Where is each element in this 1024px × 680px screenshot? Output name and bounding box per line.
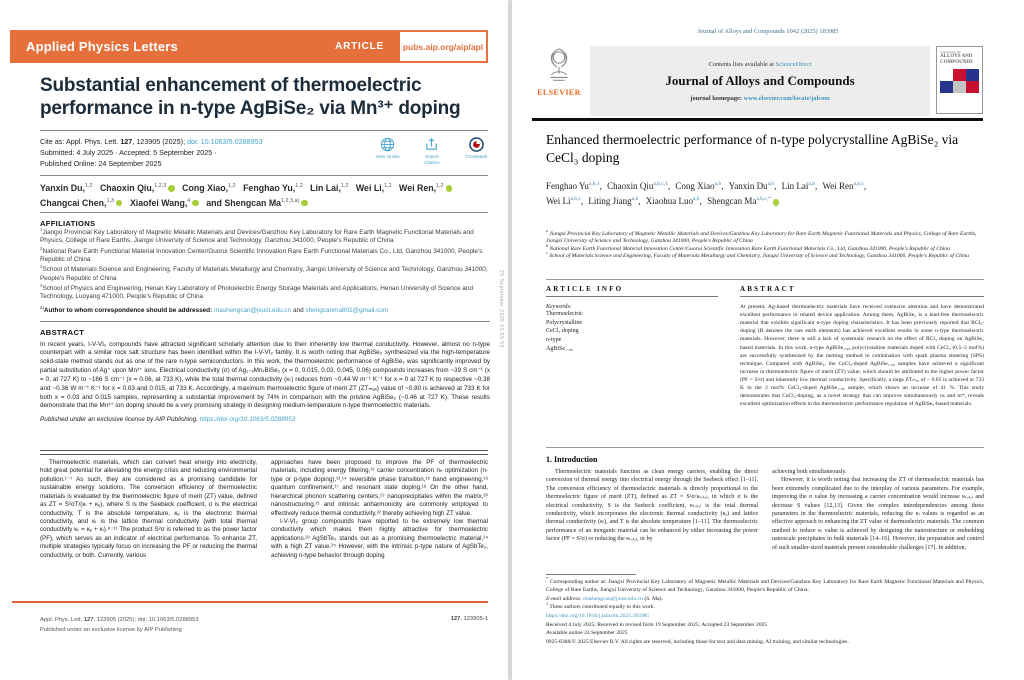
license-doi-link[interactable]: https://doi.org/10.1063/5.0288953 xyxy=(199,416,296,424)
affiliation: $^c$ School of Materials Science and Engineering, Faculty of Materials Metallurgy and Chemistry, Jiangxi University of Science and Technology, Ganzhou 341000, People's Republic of China xyxy=(546,250,970,260)
journal-name: Applied Physics Letters xyxy=(26,39,178,54)
cover-pattern xyxy=(940,69,980,93)
author: Wei Ren,$^{1,2}$ xyxy=(399,181,452,196)
running-head-citation: Journal of Alloys and Compounds 1042 (2025) 183985 xyxy=(697,28,839,35)
email-tail: (S. Ma). xyxy=(642,595,663,602)
author: Wei Li$^{a,b,c}$, xyxy=(546,196,584,207)
contrib-text: These authors contributed equally to this work. xyxy=(548,604,655,611)
affiliation: $^4$School of Physics and Engineering, Henan Key Laboratory of Photoelectric Energy Storage Materials and Applications, Henan University of Science and Technology, Luoyang 471000, People's Republic of China xyxy=(40,282,474,301)
footer-license: Published under an exclusive license by AIP Publishing xyxy=(40,626,182,633)
body-column-2 xyxy=(271,459,488,599)
author: Xiaofei Wang,$^4$ xyxy=(130,196,199,211)
banner-orange-bar xyxy=(10,30,398,63)
footer-cite-volume: 127 xyxy=(83,617,94,623)
footer-cite-prefix: Appl. Phys. Lett. xyxy=(40,617,84,623)
star-sup: * xyxy=(546,576,549,582)
published-line: Published Online: 24 September 2025 xyxy=(40,159,162,169)
page-number-volume: 127 xyxy=(450,616,461,622)
intro-column-2 xyxy=(772,468,984,570)
author: Yanxin Du,$^{1,2}$ xyxy=(40,183,93,193)
orcid-icon[interactable] xyxy=(301,200,308,207)
keyword: AgBiSe₁.₉₈ xyxy=(546,345,573,352)
orcid-icon[interactable] xyxy=(773,199,780,206)
article-title: Enhanced thermoelectric performance of n-type polycrystalline AgBiSe₂ via CeCl₃ doping xyxy=(546,132,959,165)
crossmark-button[interactable] xyxy=(463,137,490,165)
license-line xyxy=(40,416,490,423)
crossmark-icon xyxy=(469,137,484,152)
section-heading: 1. Introduction xyxy=(546,455,598,464)
author: Liting Jiang$^{a,b}$, xyxy=(588,196,641,207)
corresponding-author-note xyxy=(546,578,984,595)
elsevier-wordmark: ELSEVIER xyxy=(537,88,581,97)
abstract-heading: ABSTRACT xyxy=(740,285,984,297)
cite-as-line xyxy=(40,136,370,147)
keyword: Thermoelectric xyxy=(546,311,583,317)
homepage-line xyxy=(690,95,829,102)
publication-metadata xyxy=(546,612,984,647)
author: Changcai Chen,$^{1,3}$ xyxy=(40,196,122,211)
affiliation: $^1$Jiangxi Provincial Key Laboratory of Magnetic Metallic Materials and Devices/Ganzhou Key Laboratory for Rare Earth Magnetic Functional Materials and Physics, College of Rare Earths, Jiangxi University of Science and Technology, Ganzhou 341000, People's Republic of China xyxy=(40,226,474,245)
keyword: CeCl₃ doping xyxy=(546,328,579,335)
cite-prefix: Cite as: Appl. Phys. Lett. xyxy=(40,137,121,146)
elsevier-tree-icon xyxy=(541,46,577,86)
elsevier-logo[interactable] xyxy=(532,46,586,116)
divider xyxy=(546,447,984,448)
star-text: Corresponding author at: Jiangxi Provincial Key Laboratory of Magnetic Metallic Materials and Devices/Ganzhou Key Laboratory for Rare Earth Magnetic Functional Materials and Physics, College of Rare Earths, Jiangxi University of Science and Technology, Ganzhou 341000, People's Republic of China. xyxy=(546,579,984,594)
author: Fenghao Yu,$^{1,2}$ xyxy=(243,183,303,193)
received-line: Received 4 July 2025; Received in revised form 19 September 2025; Accepted 23 September 2025 xyxy=(546,621,768,628)
author: Wei Li,$^{1,2}$ xyxy=(355,183,392,193)
affiliation: $^a$ Jiangxi Provincial Key Laboratory of Magnetic Metallic Materials and Devices/Ganzhou Key Laboratory for Rare Earth Magnetic Functional Materials and Physics, College of Rare Earths, Jiangxi University of Science and Technology, Ganzhou 341000, People's Republic of China xyxy=(546,228,977,245)
correspondence-sup: a) xyxy=(40,304,44,310)
footer-citation xyxy=(40,616,370,626)
orcid-icon[interactable] xyxy=(168,185,175,192)
divider xyxy=(40,130,488,131)
page-footer xyxy=(40,616,370,636)
intro-paragraph: Thermoelectric materials function as clean energy carriers, enabling the direct conversion of thermal energy into electrical energy through the Seebeck effect [1–11]. The conversion efficiency of thermoelectric materials is directly proportional to the thermoelectric figure of merit (ZT), defined as ZT = S²σ/κₜₒₜₐₗ, in which σ is the electrical conductivity, S is the Seebeck coefficient, κₜₒₜₐₗ is the total thermal conductivity, which incorporates the electronic thermal conductivity (κₑ) and lattice thermal conductivity (κₗ), and T is the absolute temperature [1–11]. The thermoelectric performance of an inorganic material can be enhanced by either increasing the power factor (PF = S²σ) or reducing the κₜₒₜₐₗ, or by xyxy=(546,469,758,543)
intro-paragraph: However, it is worth noting that increasing the ZT of thermoelectric materials has been extremely complicated due to the interplay of various parameters. For example, improving the σ value by increasing a carrier concentration would increase κₜₒₜₐₗ and decrease S values [12,13]. Given the complex interdependencies among these parameters in the thermoelectric materials, reducing the κₗ values is regarded as an effective approach to enhancing the ZT value of thermoelectric materials. The common method to reduce κₗ value is achieved by designing the nanostructure or embedding nanoscale precipitates in bulk materials [14–16]. However, the preparation and control of such smaller-sized materials present considerable challenges [17]. In addition, xyxy=(772,477,984,551)
email-link-1[interactable]: mashengcan@jxust.edu.cn xyxy=(214,306,292,314)
intro-column-1 xyxy=(546,468,758,570)
correspondence-note xyxy=(40,304,490,314)
author: Chaoxin Qiu$^{a,b,c,1}$, xyxy=(607,181,671,191)
article-info-heading: ARTICLE INFO xyxy=(546,285,718,297)
journal-header-box xyxy=(590,46,930,116)
export-citation-label: Export Citation xyxy=(424,154,440,165)
submitted-line: Submitted: 4 July 2025 · Accepted: 5 September 2025 · xyxy=(40,148,217,158)
journal-url-link[interactable]: pubs.aip.org/aip/apl xyxy=(398,30,488,63)
page-number xyxy=(451,616,488,622)
author: Shengcan $Ma^{a,b,c,*}$ xyxy=(707,194,779,209)
author: Yanxin Du$^{a,b}$, xyxy=(728,181,777,191)
abstract-heading: ABSTRACT xyxy=(40,327,85,337)
copyright-line: 0925-8388/© 2025 Elsevier B.V. All rights are reserved, including those for text and data mining, AI training, and similar technologies. xyxy=(546,638,849,645)
author: Cong Xiao$^{a,b}$, xyxy=(675,181,724,191)
contents-line xyxy=(709,61,812,68)
export-icon xyxy=(424,137,439,152)
cover-line3: COMPOUNDS xyxy=(940,59,973,65)
affiliation-list xyxy=(546,228,984,261)
orcid-icon[interactable] xyxy=(446,185,453,192)
article-type-label: ARTICLE xyxy=(335,41,384,52)
double-divider xyxy=(40,450,488,455)
email-label: E-mail address: xyxy=(546,595,584,602)
homepage-label: journal homepage: xyxy=(690,94,744,102)
author: Chaoxin Qiu,$^{1,2,3}$ xyxy=(100,181,175,196)
available-line: Available online 24 September 2025 xyxy=(546,630,628,637)
globe-icon xyxy=(380,137,395,152)
footer-accent-rule xyxy=(12,601,488,603)
body-paragraph: approaches have been proposed to improve the PF of thermoelectric materials, including energy filtering,¹² carrier concentration nₕ optimization (n-type or p-type doping),¹³,¹⁴ reversible phase transition,¹⁵ band engineering,¹⁶ quantum confinement,¹⁷ and resonant state doping.¹⁸ On the other hand, hierarchical phonon scattering centers,¹⁹ nanoprecipitates within the matrix,²⁰ nanostructuring,²¹ and intrinsic anharmonicity are commonly employed to effectively reduce thermal conductivity,²² thereby achieving high ZT value. xyxy=(271,459,488,517)
orcid-icon[interactable] xyxy=(192,200,199,207)
crossmark-label: CrossMark xyxy=(465,154,488,159)
abstract-text: In recent years, I-V-VI₂ compounds have attracted significant scholarly attention due to their inherently low thermal conductivity. However, almost no n-type counterpart with a similar rock salt structure has been identified within the I-V-VI₂ family. It is worth noting that AgBiSe₂ synthesized via the high-temperature solid-state method stands out as one of the rare n-type semiconductors. In this work, the thermoelectric performance of AgBiSe₂ was significantly improved by partial substitution of Ag⁺ upon Mn³⁺ ions. Electrical conductivity (σ) of Ag₁₋ₓMnₓBiSe₂ (x = 0, 0.015, 0.03, 0.045, 0.06) compounds increases from ~39 S cm⁻¹ (x = 0, at 727 K) to ~166 S cm⁻¹ (x = 0.06, at 733 K), while the total thermal conductivity (κₜ) reduces from ~0.44 W m⁻¹ K⁻¹ for x = 0 at 727 K to respective ~0.38 and ~0.36 W m⁻¹ K⁻¹ for x = 0.03 and 0.015, at 733 K. Accordingly, a maximum thermoelectric figure of merit ZT (ZTₘₐₓ) value of ~0.80 is achieved at 733 K for both x = 0.03 and 0.015 samples, representing a substantial improvement by 74% in comparison with the pristine AgBiSe₂ (~0.46 at 727 K). These results demonstrate that the Mn³⁺ ion doping should be a very promising strategy in designing medium-temperature n-type thermoelectric materials. xyxy=(40,340,490,410)
footnote-separator xyxy=(546,574,636,575)
author: Xiaohua Luo$^{a,b}$, xyxy=(645,196,702,207)
keyword-list xyxy=(546,310,718,353)
page-number-rest: , 123905-1 xyxy=(460,616,488,622)
article-title: Substantial enhancement of thermoelectric performance in n-type AgBiSe₂ via Mn³⁺ doping xyxy=(40,75,461,120)
contents-prefix: Contents lists available at xyxy=(708,60,776,68)
sciencedirect-link[interactable]: ScienceDirect xyxy=(775,60,812,68)
divider xyxy=(40,175,488,176)
body-paragraph: I-V-VI₂ group compounds have reported to be extremely low thermal conductivity which makes them highly attractive for thermoelectric applications.²³ AgSbTe₂ stands out as a promising thermoelectric material,²⁴ with a high ZT value.²⁵ However, with the intrinsic p-type nature of AgSbTe₂, achieving n-type behavior through doping xyxy=(271,517,488,559)
email-note xyxy=(546,595,984,603)
jac-article-page xyxy=(512,0,1024,680)
author: Fenghao Yu$^{a,b,1}$, xyxy=(546,181,602,191)
cover-line2: ALLOYS AND xyxy=(940,54,973,60)
footer-cite-rest: , 123905 (2025); doi: 10.1063/5.0288953 xyxy=(93,617,199,623)
author: Wei Ren$^{a,b,c}$, xyxy=(822,181,867,191)
view-online-label: View Online xyxy=(375,154,400,159)
email-link-2[interactable]: shengcanma801@gmail.com xyxy=(305,306,389,314)
intro-paragraph: achieving both simultaneously. xyxy=(772,469,847,475)
orcid-icon[interactable] xyxy=(116,200,123,207)
keyword: Polycrystalline xyxy=(546,319,582,326)
export-citation-button[interactable] xyxy=(418,137,445,165)
apl-article-page xyxy=(0,0,508,680)
keywords-label: Keywords: xyxy=(546,304,572,310)
license-text: Published under an exclusive license by AIP Publishing. xyxy=(40,416,198,424)
abstract-text: At present, Ag-based thermoelectric materials have received extensive attention and have demonstrated excellent performance in related device application. Among them, AgBiSe₂ is a lead-free thermoelectric material that exhibits significant n-type doping characteristics. It has been previously reported that RCl₃-doping (R denotes the rare earth elements) has achieved excellent results in some n-type thermoelectric materials. However, there is still a lack of systematic research on the effect of RCl₃ doping on AgBiSe₂ based materials. In this work, n-type AgBiSe₁.₉₈ polycrystalline materials doped with CeCl₃ (0.5–2 mol%) are successfully synthesized by the melting method in combination with spark plasma sintering (SPS) technique. Compared with AgBiSe₂, the CeCl₃-doped AgBiSe₁.₉₈ samples have achieved a significant increase in thermoelectric figure of merit (ZT) value, which should be attributed to the higher power factor (PF = S²σ) and inherently low thermal conductivity. Specifically, a large ZTₘₐₓ of ~ 0.65 is achieved at 733 K in the 2 mol% CeCl₃-doped AgBiSe₁.₉₈ sample, which shows an increase of 41 %. This study demonstrates that CeCl₃-doping, as a novel strategy that can improve simultaneously nₕ and m*, reveals excellent optimization effects in the thermoelectric performance regulation of AgBiSe₂-based materials. xyxy=(740,304,984,408)
affiliation: $^b$ National Rare Earth Functional Material Innovation Center/Guorui Scientific Innovation Rare Earth Functional Materials Co., Ltd, Ganzhou 341000, People's Republic of China xyxy=(546,242,950,252)
cite-rest: , 123905 (2025); xyxy=(132,137,188,146)
contribution-note xyxy=(546,603,984,611)
keyword: n-type xyxy=(546,337,562,344)
author: Lin Lai$^{a,b}$, xyxy=(781,181,818,191)
cover-line1: JOURNAL OF xyxy=(940,50,962,54)
header-rule xyxy=(532,118,983,121)
divider xyxy=(40,321,490,322)
journal-title: Journal of Alloys and Compounds xyxy=(665,72,855,88)
divider xyxy=(40,212,488,213)
download-timestamp: 25 September 2025 01:59:53 xyxy=(498,270,504,348)
author-list xyxy=(40,181,490,210)
and-word: and xyxy=(292,306,304,314)
affiliations-and-abstract xyxy=(40,226,490,424)
affiliation: $^3$School of Materials Science and Engineering, Faculty of Materials Metallurgy and Chemistry, Jiangxi University of Science and Technology, Ganzhou 341000, People's Republic of China xyxy=(40,264,488,282)
article-doi-link[interactable]: https://doi.org/10.1016/j.jallcom.2025.183985 xyxy=(546,613,650,619)
abstract-column xyxy=(740,285,984,408)
journal-cover-thumbnail xyxy=(936,46,983,114)
affiliation: $^2$National Rare Earth Functional Material Innovation Center/Guorui Scientific Innovation Rare Earth Functional Materials Co., Ltd, Ganzhou 341000, People's Republic of China xyxy=(40,245,483,263)
homepage-link[interactable]: www.elsevier.com/locate/jalcom xyxy=(743,94,830,102)
footnotes xyxy=(546,578,984,612)
article-info-column xyxy=(546,285,718,353)
body-paragraph: Thermoelectric materials, which can convert heat energy into electricity, hold great potential for alleviating the energy crisis and reducing environmental pollution.¹⁻⁷ As such, they are considered as a promising candidate for sustainable energy solutions. The conversion efficiency of thermoelectric materials is evaluated by the thermoelectric figure of merit (ZT) value, defined as ZT = S²σT/(κₗ + κₑ), where S is the Seebeck coefficient, σ is the electrical conductivity, T is the absolute temperature, κₑ is the electronic thermal conductivity, and κₗ is the lattice thermal conductivity (with total thermal conductivity κₜ = κₑ + κₗ).⁸⁻¹¹ The product S²σ is referred to as the power factor (PF), which serves as an indicator of electrical performance. To enhance ZT, multiple strategies typically focus on increasing the PF or reducing the thermal conductivity, or both. Currently, various xyxy=(40,459,257,559)
email-link[interactable]: mashengcan@jxust.edu.cn xyxy=(583,595,643,602)
contrib-sup: 1 xyxy=(546,601,549,607)
author-list xyxy=(546,179,898,210)
author: and Shengcan Ma$^{1,2,3,a)}$ xyxy=(206,196,308,211)
affiliations-heading: AFFILIATIONS xyxy=(40,219,96,228)
article-tools xyxy=(374,137,490,165)
view-online-button[interactable] xyxy=(374,137,401,165)
cite-volume: 127 xyxy=(120,137,133,146)
citation-block xyxy=(40,136,370,169)
correspondence-label: Author to whom correspondence should be addressed: xyxy=(43,306,213,314)
body-column-1 xyxy=(40,459,257,599)
journal-banner xyxy=(10,30,488,63)
author: Cong Xiao,$^{1,2}$ xyxy=(182,183,236,193)
divider xyxy=(546,279,984,280)
author: Lin Lai,$^{1,2}$ xyxy=(310,183,349,193)
doi-link[interactable]: doi: 10.1063/5.0288953 xyxy=(187,137,263,146)
affiliation-list xyxy=(40,226,490,302)
